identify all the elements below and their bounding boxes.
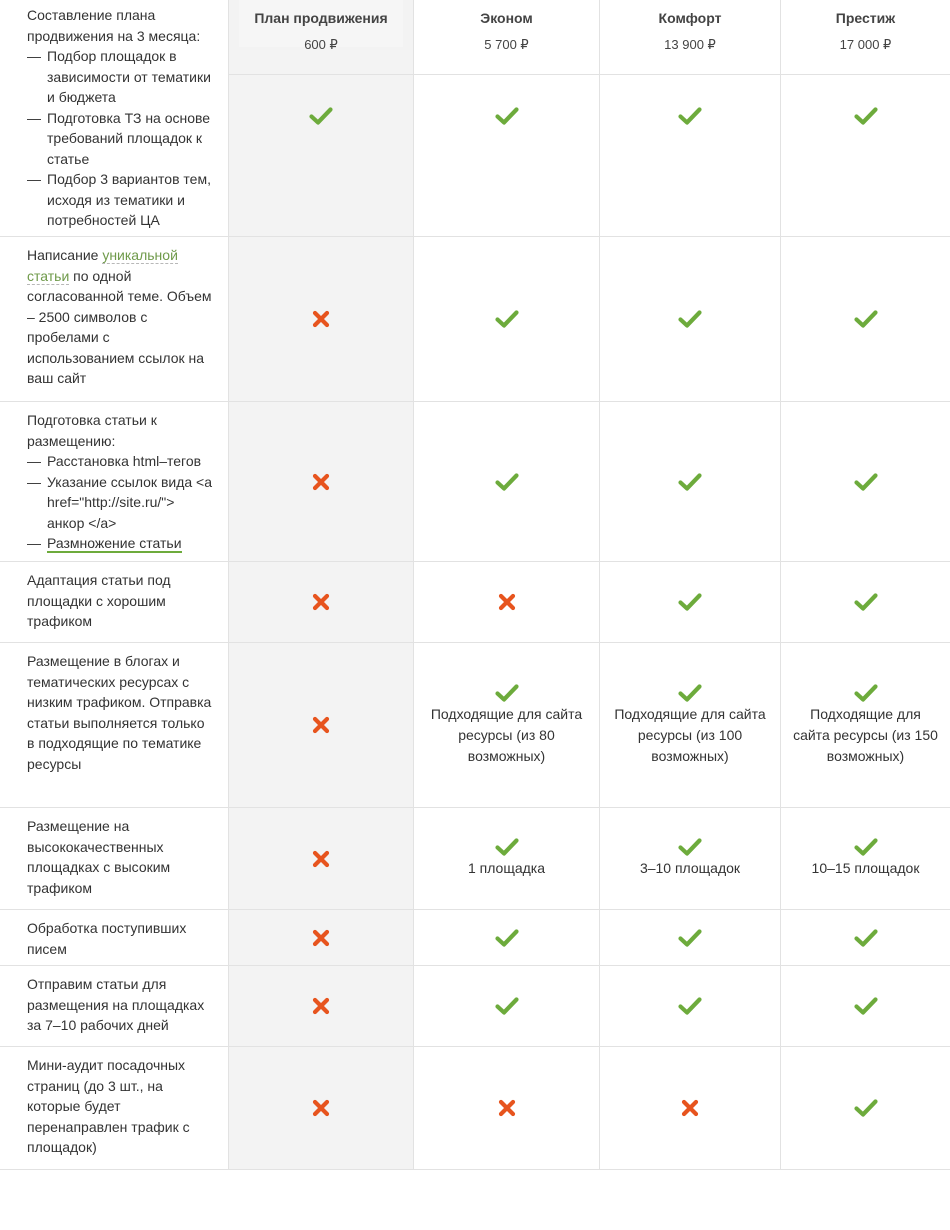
plan-price: 5 700 ₽	[484, 36, 529, 52]
feature-description: Отправим статьи для размещения на площадках за 7–10 рабочих дней	[27, 976, 205, 1033]
mark-slot	[780, 643, 950, 807]
table-row	[0, 237, 950, 402]
cross-icon	[312, 716, 330, 734]
table-row	[0, 643, 950, 808]
plan-cell-econom	[413, 0, 599, 236]
check-icon	[678, 684, 702, 702]
table-row	[0, 402, 950, 562]
table-row	[0, 0, 950, 237]
plan-header-content	[229, 0, 413, 62]
plan-cell-prestige	[780, 0, 950, 236]
check-icon	[854, 838, 878, 856]
mark-slot	[413, 402, 599, 561]
mark-slot	[780, 910, 950, 965]
cell-note: 10–15 площадок	[811, 860, 920, 876]
mark-slot	[413, 910, 599, 965]
feature-bullet: — Указание ссылок вида <a href="http://site.ru/"> анкор </a>	[27, 472, 214, 534]
check-icon	[495, 310, 519, 328]
feature-description: Размещение в блогах и тематических ресурсах с низким трафиком. Отправка статьи выполняется только в подходящие по тематике ресурсы	[27, 653, 212, 772]
mark-slot	[599, 562, 780, 642]
check-icon	[854, 310, 878, 328]
check-icon	[495, 473, 519, 491]
check-icon	[678, 473, 702, 491]
mark-slot	[413, 808, 599, 909]
mark-slot	[413, 966, 599, 1046]
plan-price: 600 ₽	[304, 36, 338, 52]
table-row	[0, 1047, 950, 1170]
plan-name: Эконом	[480, 9, 533, 26]
mark-slot	[228, 402, 413, 561]
check-icon	[495, 838, 519, 856]
mark-slot	[228, 808, 413, 909]
mark-slot	[228, 910, 413, 965]
cross-icon	[312, 310, 330, 328]
plan-name: Престиж	[835, 9, 896, 26]
plan-price: 13 900 ₽	[664, 36, 716, 52]
mark-slot	[599, 966, 780, 1046]
feature-description: Обработка поступивших писем	[27, 920, 187, 957]
check-icon	[678, 929, 702, 947]
check-icon	[854, 593, 878, 611]
cross-icon	[312, 593, 330, 611]
cross-icon	[312, 997, 330, 1015]
feature-description: Мини-аудит посадочных страниц (до 3 шт., на которые будет перенаправлен трафик с площадок)	[27, 1057, 190, 1155]
mark-slot	[228, 966, 413, 1046]
cross-icon	[498, 593, 516, 611]
mark-slot	[413, 1047, 599, 1169]
mark-slot	[599, 237, 780, 401]
mark-slot	[780, 1047, 950, 1169]
feature-description	[0, 0, 228, 236]
cell-note: 1 площадка	[467, 860, 546, 876]
plan-header-content	[600, 0, 780, 62]
check-icon	[495, 929, 519, 947]
check-icon	[854, 929, 878, 947]
cell-note: 3–10 площадок	[639, 860, 741, 876]
mark-slot	[228, 237, 413, 401]
plan-name: Комфорт	[658, 9, 722, 26]
mark-slot	[599, 402, 780, 561]
check-icon	[678, 310, 702, 328]
cross-icon	[681, 1099, 699, 1117]
mark-slot	[599, 643, 780, 807]
plan-price: 17 000 ₽	[839, 36, 892, 52]
plan-cell-comfort	[599, 0, 780, 236]
mark-slot	[599, 910, 780, 965]
feature-bullet: — Расстановка html–тегов	[27, 451, 214, 472]
cross-icon	[312, 850, 330, 868]
cross-icon	[312, 1099, 330, 1117]
feature-bullet: — Подготовка ТЗ на основе требований площадок к статье	[27, 108, 214, 170]
unique-article-link[interactable]: уникальной статьи	[27, 247, 178, 284]
check-icon	[678, 107, 702, 125]
feature-text: Написание	[27, 247, 103, 263]
mark-slot	[781, 75, 950, 157]
mark-slot	[780, 237, 950, 401]
feature-bullet-list	[27, 46, 214, 231]
mark-slot	[599, 1047, 780, 1169]
check-icon	[495, 107, 519, 125]
mark-slot	[229, 75, 413, 157]
feature-bullet: — Подбор площадок в зависимости от тематики и бюджета	[27, 46, 214, 108]
mark-slot	[228, 1047, 413, 1169]
plan-header-content	[414, 0, 599, 62]
check-icon	[678, 838, 702, 856]
table-row	[0, 910, 950, 966]
table-row	[0, 562, 950, 643]
mark-slot	[600, 75, 780, 157]
check-icon	[854, 107, 878, 125]
mark-slot	[228, 643, 413, 807]
check-icon	[678, 593, 702, 611]
check-icon	[495, 684, 519, 702]
feature-intro: Составление плана продвижения на 3 месяца:	[27, 7, 201, 44]
check-icon	[678, 997, 702, 1015]
mark-slot	[413, 643, 599, 807]
feature-intro: Подготовка статьи к размещению:	[27, 412, 157, 449]
article-multiplication-link[interactable]: Размножение статьи	[47, 535, 182, 551]
feature-description	[0, 402, 228, 561]
plan-header-content	[781, 0, 950, 62]
mark-slot	[780, 966, 950, 1046]
mark-slot	[780, 402, 950, 561]
feature-bullet-list	[27, 451, 214, 554]
feature-text: по одной согласованной теме. Объем – 2500 символов с пробелами с использованием ссылок на ваш сайт	[27, 267, 212, 386]
cell-note: Подходящие для сайта ресурсы (из 80 возможных)	[430, 705, 583, 764]
mark-slot	[228, 562, 413, 642]
cross-icon	[498, 1099, 516, 1117]
mark-slot	[413, 562, 599, 642]
feature-bullet-link-item	[27, 533, 214, 554]
mark-slot	[780, 562, 950, 642]
cross-icon	[312, 473, 330, 491]
feature-description: Адаптация статьи под площадки с хорошим трафиком	[27, 572, 171, 629]
plan-name: План продвижения	[254, 9, 388, 26]
cross-icon	[312, 929, 330, 947]
cell-note: Подходящие для сайта ресурсы (из 150 возможных)	[793, 705, 938, 764]
check-icon	[854, 997, 878, 1015]
check-icon	[854, 473, 878, 491]
check-icon	[495, 997, 519, 1015]
table-row	[0, 808, 950, 910]
mark-slot	[413, 237, 599, 401]
plan-cell-promotion	[228, 0, 413, 236]
check-icon	[854, 1099, 878, 1117]
feature-description: Размещение на высококачественных площадках с высоким трафиком	[27, 818, 171, 896]
cell-note: Подходящие для сайта ресурсы (из 100 возможных)	[614, 705, 766, 764]
check-icon	[309, 107, 333, 125]
check-icon	[854, 684, 878, 702]
feature-description	[0, 237, 228, 401]
table-row	[0, 966, 950, 1047]
mark-slot	[780, 808, 950, 909]
mark-slot	[599, 808, 780, 909]
mark-slot	[414, 75, 599, 157]
feature-bullet: — Подбор 3 вариантов тем, исходя из тематики и потребностей ЦА	[27, 169, 214, 231]
